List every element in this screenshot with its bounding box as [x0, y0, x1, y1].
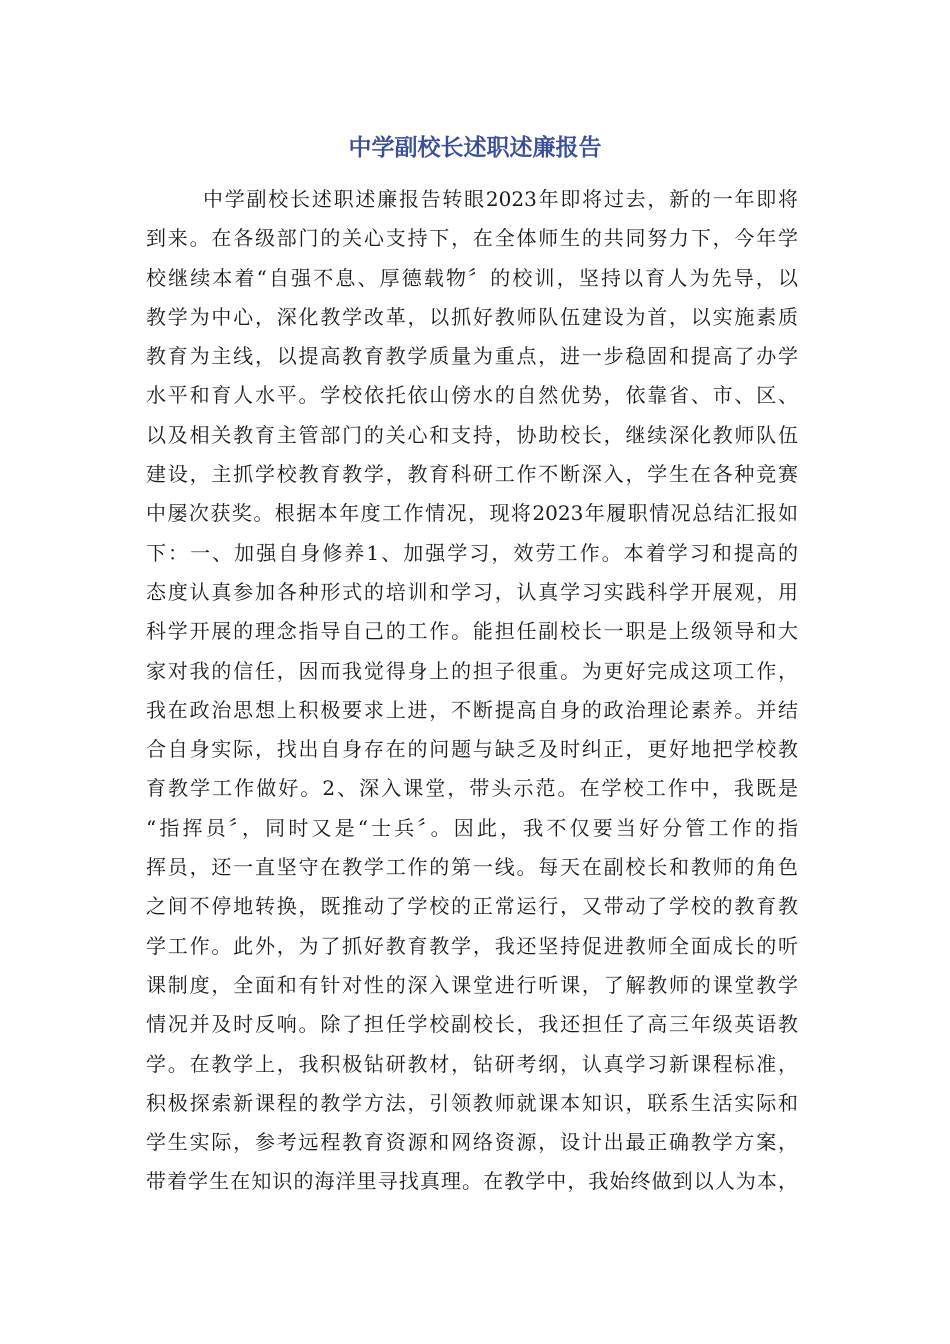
- body-line: 家对我的信任，因而我觉得身上的担子很重。为更好完成这项工作，: [146, 658, 798, 683]
- body-line: 校继续本着“自强不息、厚德载物〞的校训，坚持以育人为先导，以: [146, 265, 798, 290]
- document-title: 中学副校长述职述廉报告: [348, 135, 602, 161]
- body-line: 情况并及时反响。除了担任学校副校长，我还担任了高三年级英语教: [146, 1012, 798, 1037]
- body-line: 水平和育人水平。学校依托依山傍水的自然优势，依靠省、市、区、: [146, 383, 798, 408]
- body-line: “指挥员〞，同时又是“士兵〞。因此，我不仅要当好分管工作的指: [146, 815, 798, 840]
- body-line: 合自身实际，找出自身存在的问题与缺乏及时纠正，更好地把学校教: [146, 737, 798, 762]
- body-line: 学工作。此外，为了抓好教育教学，我还坚持促进教师全面成长的听: [146, 933, 798, 958]
- body-line: 积极探索新课程的教学方法，引领教师就课本知识，联系生活实际和: [146, 1090, 798, 1115]
- body-line: 我在政治思想上积极要求上进，不断提高自身的政治理论素养。并结: [146, 697, 798, 722]
- document-body: [146, 180, 798, 1202]
- body-line: 态度认真参加各种形式的培训和学习，认真学习实践科学开展观，用: [146, 579, 798, 604]
- body-line: 学生实际，参考远程教育资源和网络资源，设计出最正确教学方案，: [146, 1130, 798, 1155]
- body-line: 科学开展的理念指导自己的工作。能担任副校长一职是上级领导和大: [146, 619, 798, 644]
- body-line: 带着学生在知识的海洋里寻找真理。在教学中，我始终做到以人为本，: [146, 1169, 798, 1194]
- body-line: 下：一、加强自身修养1、加强学习，效劳工作。本着学习和提高的: [146, 540, 798, 565]
- body-line: 建设，主抓学校教育教学，教育科研工作不断深入，学生在各种竞赛: [146, 462, 798, 487]
- body-line: 教学为中心，深化教学改革，以抓好教师队伍建设为首，以实施素质: [146, 304, 798, 329]
- body-line: 中学副校长述职述廉报告转眼2023年即将过去，新的一年即将: [203, 187, 798, 211]
- body-line: 育教学工作做好。2、深入课堂，带头示范。在学校工作中，我既是: [146, 776, 798, 801]
- body-line: 之间不停地转换，既推动了学校的正常运行，又带动了学校的教育教: [146, 894, 798, 919]
- body-line: 到来。在各级部门的关心支持下，在全体师生的共同努力下，今年学: [146, 226, 798, 251]
- body-line: 挥员，还一直坚守在教学工作的第一线。每天在副校长和教师的角色: [146, 855, 798, 880]
- body-line: 教育为主线，以提高教育教学质量为重点，进一步稳固和提高了办学: [146, 344, 798, 369]
- body-line: 中屡次获奖。根据本年度工作情况，现将2023年履职情况总结汇报如: [146, 501, 798, 526]
- body-line: 学。在教学上，我积极钻研教材，钻研考纲，认真学习新课程标准，: [146, 1051, 798, 1076]
- body-line: 以及相关教育主管部门的关心和支持，协助校长，继续深化教师队伍: [146, 422, 798, 447]
- body-line: 课制度，全面和有针对性的深入课堂进行听课，了解教师的课堂教学: [146, 972, 798, 997]
